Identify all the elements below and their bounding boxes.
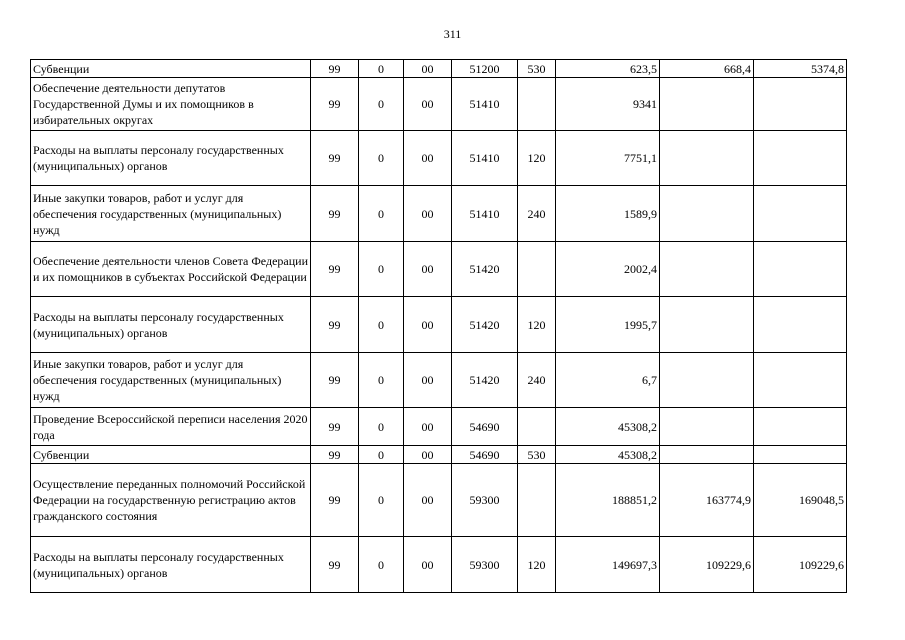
row-name: Иные закупки товаров, работ и услуг для обеспечения государственных (муниципальных) нужд xyxy=(31,186,311,242)
cell-code-3: 00 xyxy=(404,297,452,353)
cell-code-1: 99 xyxy=(311,446,359,464)
cell-value-2: 109229,6 xyxy=(660,537,754,593)
cell-code-5: 240 xyxy=(518,353,556,408)
row-name: Обеспечение деятельности депутатов Государственной Думы и их помощников в избирательных округах xyxy=(31,78,311,131)
cell-value-1: 7751,1 xyxy=(556,131,660,186)
cell-value-3: 169048,5 xyxy=(754,464,847,537)
cell-code-5: 240 xyxy=(518,186,556,242)
cell-code-4: 51420 xyxy=(452,353,518,408)
cell-code-4: 59300 xyxy=(452,537,518,593)
cell-value-2 xyxy=(660,353,754,408)
cell-code-3: 00 xyxy=(404,537,452,593)
cell-value-1: 623,5 xyxy=(556,60,660,78)
cell-code-5: 120 xyxy=(518,537,556,593)
cell-code-5 xyxy=(518,464,556,537)
cell-code-3: 00 xyxy=(404,60,452,78)
table-row xyxy=(31,186,847,242)
cell-code-2: 0 xyxy=(359,537,404,593)
cell-code-2: 0 xyxy=(359,464,404,537)
cell-value-3 xyxy=(754,78,847,131)
cell-value-2 xyxy=(660,242,754,297)
cell-code-4: 51420 xyxy=(452,297,518,353)
cell-code-1: 99 xyxy=(311,60,359,78)
budget-table xyxy=(30,59,847,593)
table-row xyxy=(31,242,847,297)
cell-value-1: 1589,9 xyxy=(556,186,660,242)
table-row xyxy=(31,464,847,537)
cell-value-1: 149697,3 xyxy=(556,537,660,593)
page-number: 311 xyxy=(443,27,462,41)
cell-code-3: 00 xyxy=(404,186,452,242)
cell-code-5: 530 xyxy=(518,446,556,464)
table-row xyxy=(31,60,847,78)
cell-value-2 xyxy=(660,186,754,242)
table-row xyxy=(31,131,847,186)
cell-code-2: 0 xyxy=(359,131,404,186)
row-name: Расходы на выплаты персоналу государственных (муниципальных) органов xyxy=(31,131,311,186)
table-row xyxy=(31,408,847,446)
row-name: Субвенции xyxy=(31,60,311,78)
cell-code-2: 0 xyxy=(359,78,404,131)
cell-code-2: 0 xyxy=(359,242,404,297)
cell-value-1: 188851,2 xyxy=(556,464,660,537)
cell-code-1: 99 xyxy=(311,537,359,593)
cell-value-2 xyxy=(660,131,754,186)
cell-code-4: 51200 xyxy=(452,60,518,78)
cell-code-3: 00 xyxy=(404,353,452,408)
cell-code-4: 51410 xyxy=(452,78,518,131)
cell-value-3 xyxy=(754,131,847,186)
cell-code-3: 00 xyxy=(404,242,452,297)
cell-code-5 xyxy=(518,242,556,297)
cell-code-4: 51410 xyxy=(452,186,518,242)
table-row xyxy=(31,537,847,593)
cell-code-2: 0 xyxy=(359,186,404,242)
cell-code-2: 0 xyxy=(359,353,404,408)
cell-value-2 xyxy=(660,408,754,446)
cell-value-2 xyxy=(660,78,754,131)
cell-code-1: 99 xyxy=(311,408,359,446)
cell-value-3 xyxy=(754,297,847,353)
cell-code-5: 120 xyxy=(518,297,556,353)
cell-code-1: 99 xyxy=(311,131,359,186)
cell-value-3 xyxy=(754,353,847,408)
cell-code-3: 00 xyxy=(404,131,452,186)
row-name: Расходы на выплаты персоналу государственных (муниципальных) органов xyxy=(31,297,311,353)
cell-code-3: 00 xyxy=(404,78,452,131)
cell-code-4: 54690 xyxy=(452,446,518,464)
cell-value-1: 1995,7 xyxy=(556,297,660,353)
cell-code-4: 59300 xyxy=(452,464,518,537)
cell-code-5: 120 xyxy=(518,131,556,186)
cell-code-1: 99 xyxy=(311,242,359,297)
cell-code-1: 99 xyxy=(311,297,359,353)
row-name: Иные закупки товаров, работ и услуг для обеспечения государственных (муниципальных) нужд xyxy=(31,353,311,408)
cell-code-5: 530 xyxy=(518,60,556,78)
cell-code-4: 51420 xyxy=(452,242,518,297)
cell-value-3: 109229,6 xyxy=(754,537,847,593)
row-name: Расходы на выплаты персоналу государственных (муниципальных) органов xyxy=(31,537,311,593)
cell-code-3: 00 xyxy=(404,408,452,446)
cell-value-1: 6,7 xyxy=(556,353,660,408)
cell-code-1: 99 xyxy=(311,353,359,408)
cell-code-3: 00 xyxy=(404,464,452,537)
cell-value-2 xyxy=(660,297,754,353)
row-name: Проведение Всероссийской переписи населения 2020 года xyxy=(31,408,311,446)
cell-value-2 xyxy=(660,446,754,464)
table-row xyxy=(31,446,847,464)
cell-value-3 xyxy=(754,186,847,242)
cell-value-2: 163774,9 xyxy=(660,464,754,537)
cell-value-1: 45308,2 xyxy=(556,446,660,464)
cell-value-1: 45308,2 xyxy=(556,408,660,446)
cell-code-4: 54690 xyxy=(452,408,518,446)
cell-code-2: 0 xyxy=(359,446,404,464)
cell-value-1: 9341 xyxy=(556,78,660,131)
cell-value-2: 668,4 xyxy=(660,60,754,78)
cell-code-2: 0 xyxy=(359,297,404,353)
cell-value-3 xyxy=(754,446,847,464)
cell-code-3: 00 xyxy=(404,446,452,464)
cell-code-2: 0 xyxy=(359,60,404,78)
cell-code-5 xyxy=(518,78,556,131)
row-name: Осуществление переданных полномочий Российской Федерации на государственную регистрацию актов гражданского состояния xyxy=(31,464,311,537)
row-name: Обеспечение деятельности членов Совета Федерации и их помощников в субъектах Российской Федерации xyxy=(31,242,311,297)
cell-code-5 xyxy=(518,408,556,446)
cell-value-3 xyxy=(754,408,847,446)
table-row xyxy=(31,297,847,353)
cell-code-4: 51410 xyxy=(452,131,518,186)
cell-value-3: 5374,8 xyxy=(754,60,847,78)
cell-code-2: 0 xyxy=(359,408,404,446)
cell-code-1: 99 xyxy=(311,464,359,537)
cell-code-1: 99 xyxy=(311,186,359,242)
cell-value-3 xyxy=(754,242,847,297)
table-row xyxy=(31,353,847,408)
row-name: Субвенции xyxy=(31,446,311,464)
cell-value-1: 2002,4 xyxy=(556,242,660,297)
table-row xyxy=(31,78,847,131)
cell-code-1: 99 xyxy=(311,78,359,131)
